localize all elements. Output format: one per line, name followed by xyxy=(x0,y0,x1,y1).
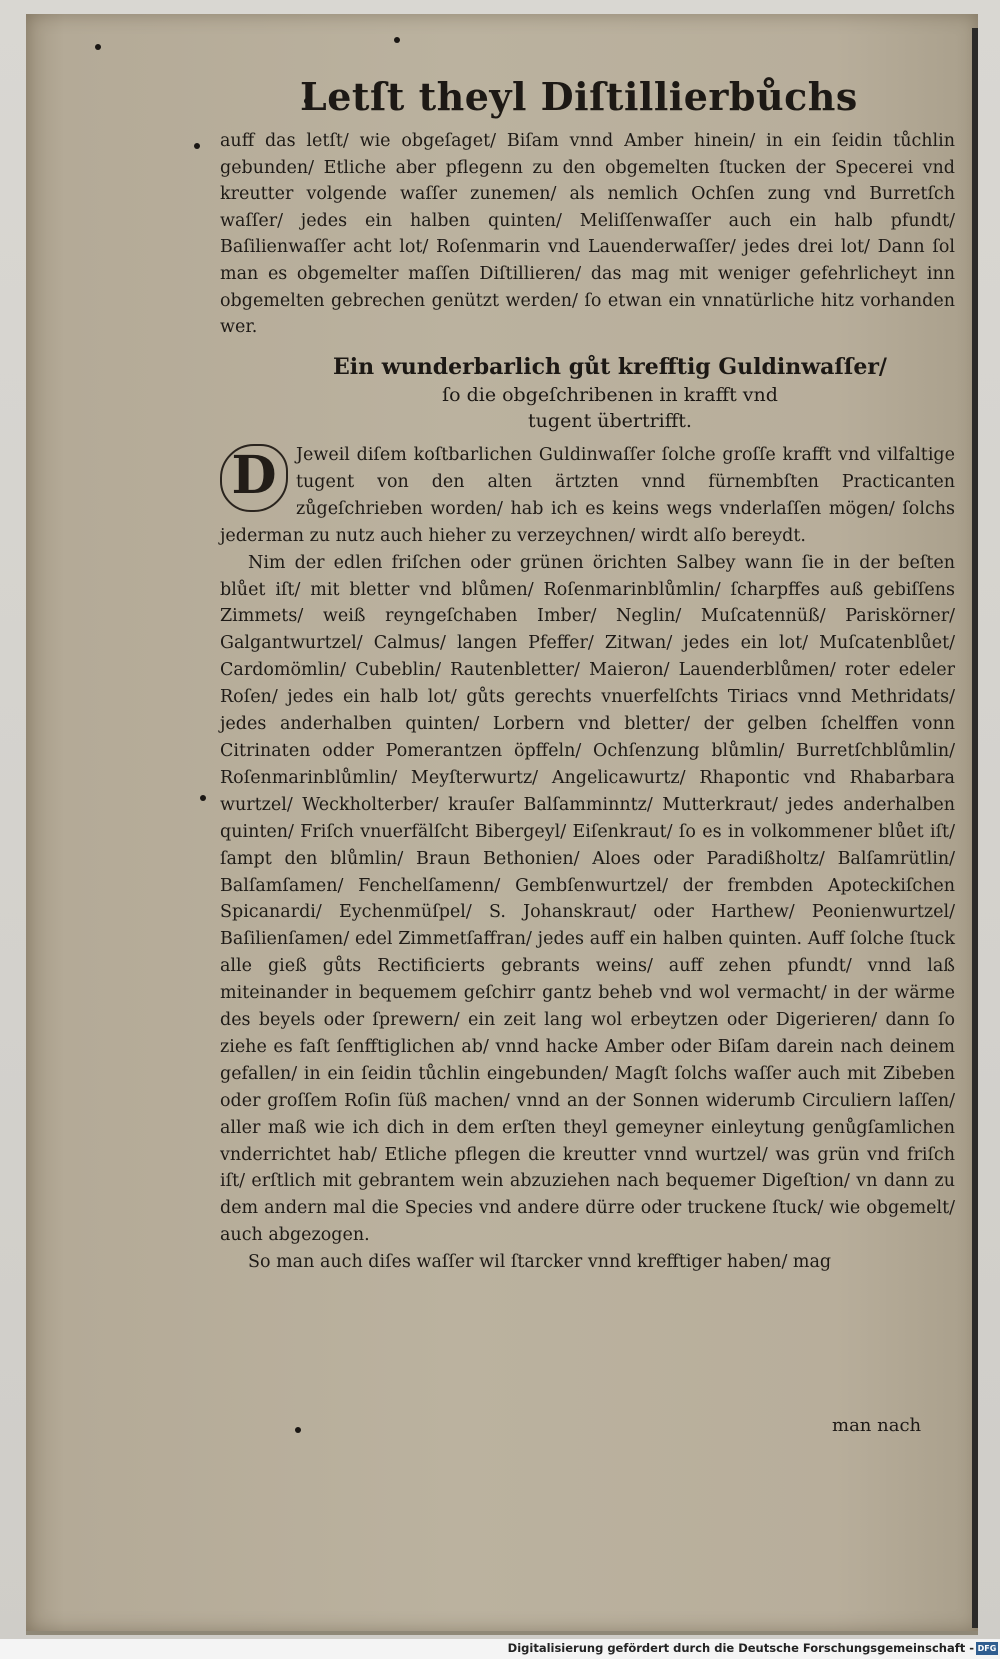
margin-dot-paragraph xyxy=(194,143,200,149)
continued-paragraph xyxy=(220,128,955,341)
heading-line-2: ſo die obgeſchribenen in krafft vnd xyxy=(442,384,778,406)
margin-dot-left-top xyxy=(95,44,101,50)
closing-paragraph: So man auch diſes waſſer wil ſtarcker vnnd krefftiger haben/ mag xyxy=(248,1252,832,1273)
running-header: Letſt theyl Diſtillierbůchs xyxy=(300,74,858,119)
heading-line-3: tugent übertrifft. xyxy=(528,410,692,432)
recipe-paragraph: Nim der edlen friſchen oder grünen örichten Salbey wann ſie in der beſten blůet iſt/ mit bletter vnd blůmen/ Roſenmarinblůmlin/ ſcharpffes auß gebiſſens Zimmets/ weiß reyngeſchaben Imber/ Neglin/ Muſcatennüß/ Pariskörner/ Galgantwurtzel/ Calmus/ langen Pfeffer/ Zitwan/ jedes ein lot/ Muſcatenblůet/ Cardomömlin/ Cubeblin/ Rautenbletter/ Maieron/ Lauenderblůmen/ roter edeler Roſen/ jedes ein halb lot/ gůts gerechts vnuerfelſchts Tiriacs vnnd Methridats/ jedes anderhalben quinten/ Lorbern vnd bletter/ der gelben ſchelffen vonn Citrinaten odder Pomerantzen öpffeln/ Ochſenzung blůmlin/ Burretſchblůmlin/ Roſenmarinblůmlin/ Meyſterwurtz/ Angelicawurtz/ Rhapontic vnd Rhabarbara wurtzel/ Weckholterber/ krauſer Balſamminntz/ Mutterkraut/ jedes anderhalben quinten/ Friſch vnuerfälſcht Bibergeyl/ Eiſenkraut/ ſo es in volkommener blůet iſt/ ſampt den blůmlin/ Braun Bethonien/ Aloes oder Paradißholtz/ Balſamrütlin/ Balſamſamen/ Fenchelſamenn/ Gembſenwurtzel/ der frembden Apoteckiſchen Spicanardi/ Eychenmüſpel/ S. Johanskraut/ oder Harthew/ Peonienwurtzel/ Baſilienſamen/ edel Zimmetſaffran/ jedes auff ein halben quinten. Auff ſolche ſtuck alle gieß gůts Rectificierts gebrants weins/ auff zehen pfundt/ vnnd laß miteinander in bequemem geſchirr gantz beheb vnd wol vermacht/ in der wärme des beyels oder ſprewern/ ein zeit lang wol erbeytzen oder Digerieren/ dann ſo ziehe es faſt ſenfftiglichen ab/ vnnd hacke Amber oder Biſam darein nach deinem gefallen/ in ein ſeidin tůchlin eingebunden/ Magſt ſolchs waſſer auch mit Zibeben oder groſſem Roſin ſüß machen/ vnnd an der Sonnen widerumb Circuliern laſſen/ aller maß wie ich dich in dem erſten theyl gemeyner einleytung genůgſamlichen vnderrichtet hab/ Etliche pflegen die kreutter vnnd wurtzel/ was grün vnd friſch iſt/ erſtlich mit gebrantem wein abzuziehen nach bequemer Digeſtion/ vn dann zu dem andern mal die Species vnd andere dürre oder truckene ſtuck/ wie obgemelt/ auch abgezogen. xyxy=(220,552,955,1246)
drop-cap-initial: D xyxy=(220,444,288,512)
margin-dot-bottom xyxy=(295,1427,301,1433)
page-edge-shadow xyxy=(972,28,978,1628)
recipe-text xyxy=(220,442,955,1276)
margin-dot-top xyxy=(394,37,400,43)
paragraph-continuation: auff das letſt/ wie obgeſaget/ Biſam vnnd Amber hinein/ in ein ſeidin tůchlin gebunden/ Etliche aber pflegenn zu den obgemelten ſtucken der Specerei vnd kreutter volgende waſſer zunemen/ als nemlich Ochſen zung vnd Burretſch waſſer/ jedes ein halben quinten/ Meliſſenwaſſer auch ein halb pfundt/ Baſilienwaſſer acht lot/ Roſenmarin vnd Lauenderwaſſer/ jedes drei lot/ Dann ſol man es obgemelter maſſen Diſtillieren/ das mag mit weniger gefehrlicheyt inn obgemelten gebrechen genützt werden/ ſo etwan ein vnnatürliche hitz vorhanden wer. xyxy=(220,131,955,338)
margin-dot-middle xyxy=(200,795,206,801)
catchword: man nach xyxy=(832,1415,922,1436)
intro-paragraph xyxy=(220,442,955,550)
section-heading xyxy=(330,352,890,434)
funding-credit: Digitalisierung gefördert durch die Deutsche Forschungsgemeinschaft - xyxy=(507,1641,974,1655)
page-edge-bottom xyxy=(26,1631,978,1635)
intro-paragraph-text: Jeweil diſem koſtbarlichen Guldinwaſſer ſolche groſſe krafft vnd vilfaltige tugent von den alten ärtzten vnnd fürnembſten Practicanten zůgeſchrieben worden/ hab ich es keins wegs vnderlaſſen mögen/ ſolchs jederman zu nutz auch hieher zu verzeychnen/ wirdt alſo bereydt. xyxy=(220,445,955,546)
dfg-logo-icon: DFG xyxy=(977,1644,997,1653)
digitization-footer xyxy=(0,1639,1000,1659)
heading-line-1: Ein wunderbarlich gůt krefftig Guldinwaſſer/ xyxy=(333,354,887,380)
